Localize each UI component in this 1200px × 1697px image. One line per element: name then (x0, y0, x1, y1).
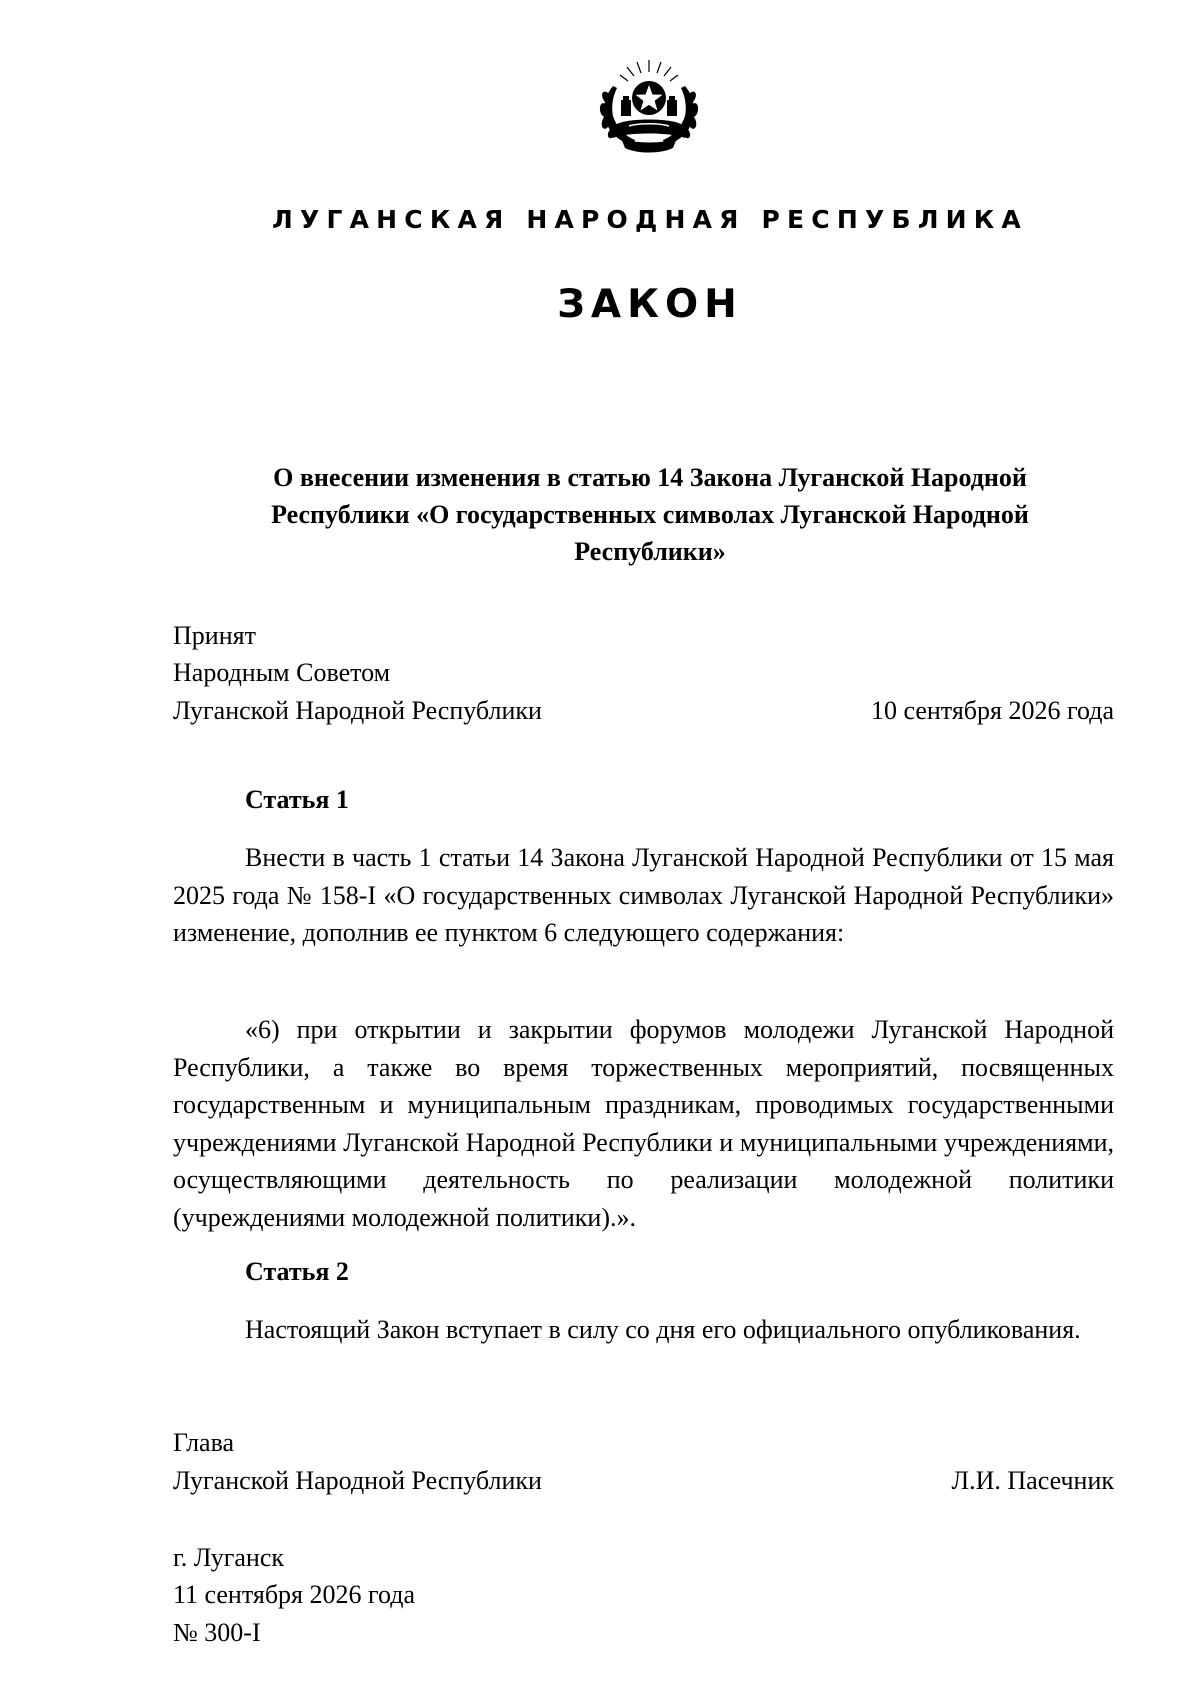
signatory-name: Л.И. Пасечник (951, 1466, 1114, 1495)
article-1-heading: Статья 1 (245, 785, 349, 814)
coat-of-arms-emblem (593, 58, 705, 158)
law-number: № 300-I (173, 1618, 261, 1647)
article-1-paragraph-1: Внести в часть 1 статьи 14 Закона Луганской Народной Республики от 15 мая 2025 года № 158-I «О государственных символах Луганской Народной Республики» изменение, дополнив ее пунктом 6 следующего содержания: (173, 843, 1114, 947)
signatory-title-line-1: Глава (173, 1428, 235, 1457)
law-subject-title: О внесении изменения в статью 14 Закона Луганской Народной Республики «О государственных символах Луганской Народной Республики» (271, 463, 1029, 566)
adoption-date: 10 сентября 2026 года (870, 696, 1114, 725)
adopted-label: Принят (173, 621, 256, 650)
signing-date: 11 сентября 2026 года (173, 1580, 416, 1609)
article-1-paragraph-2: «6) при открытии и закрытии форумов молодежи Луганской Народной Республики, а также во время торжественных мероприятий, посвященных государственным и муниципальным праздникам, проводимых государственными учреждениями Луганской Народной Республики и муниципальными учреждениями, осуществляющими деятельность по реализации молодежной политики (учреждениями молодежной политики).». (173, 1015, 1114, 1232)
adopted-by-republic: Луганской Народной Республики (173, 696, 542, 725)
republic-name-title: ЛУГАНСКАЯ НАРОДНАЯ РЕСПУБЛИКА (272, 205, 1028, 234)
document-type-title: ЗАКОН (557, 282, 743, 327)
article-2-heading: Статья 2 (245, 1257, 349, 1286)
signatory-title-line-2: Луганской Народной Республики (173, 1466, 542, 1495)
adopted-by-council: Народным Советом (173, 658, 391, 687)
signing-city: г. Луганск (173, 1543, 285, 1572)
article-2-paragraph-1: Настоящий Закон вступает в силу со дня его официального опубликования. (245, 1315, 1081, 1344)
